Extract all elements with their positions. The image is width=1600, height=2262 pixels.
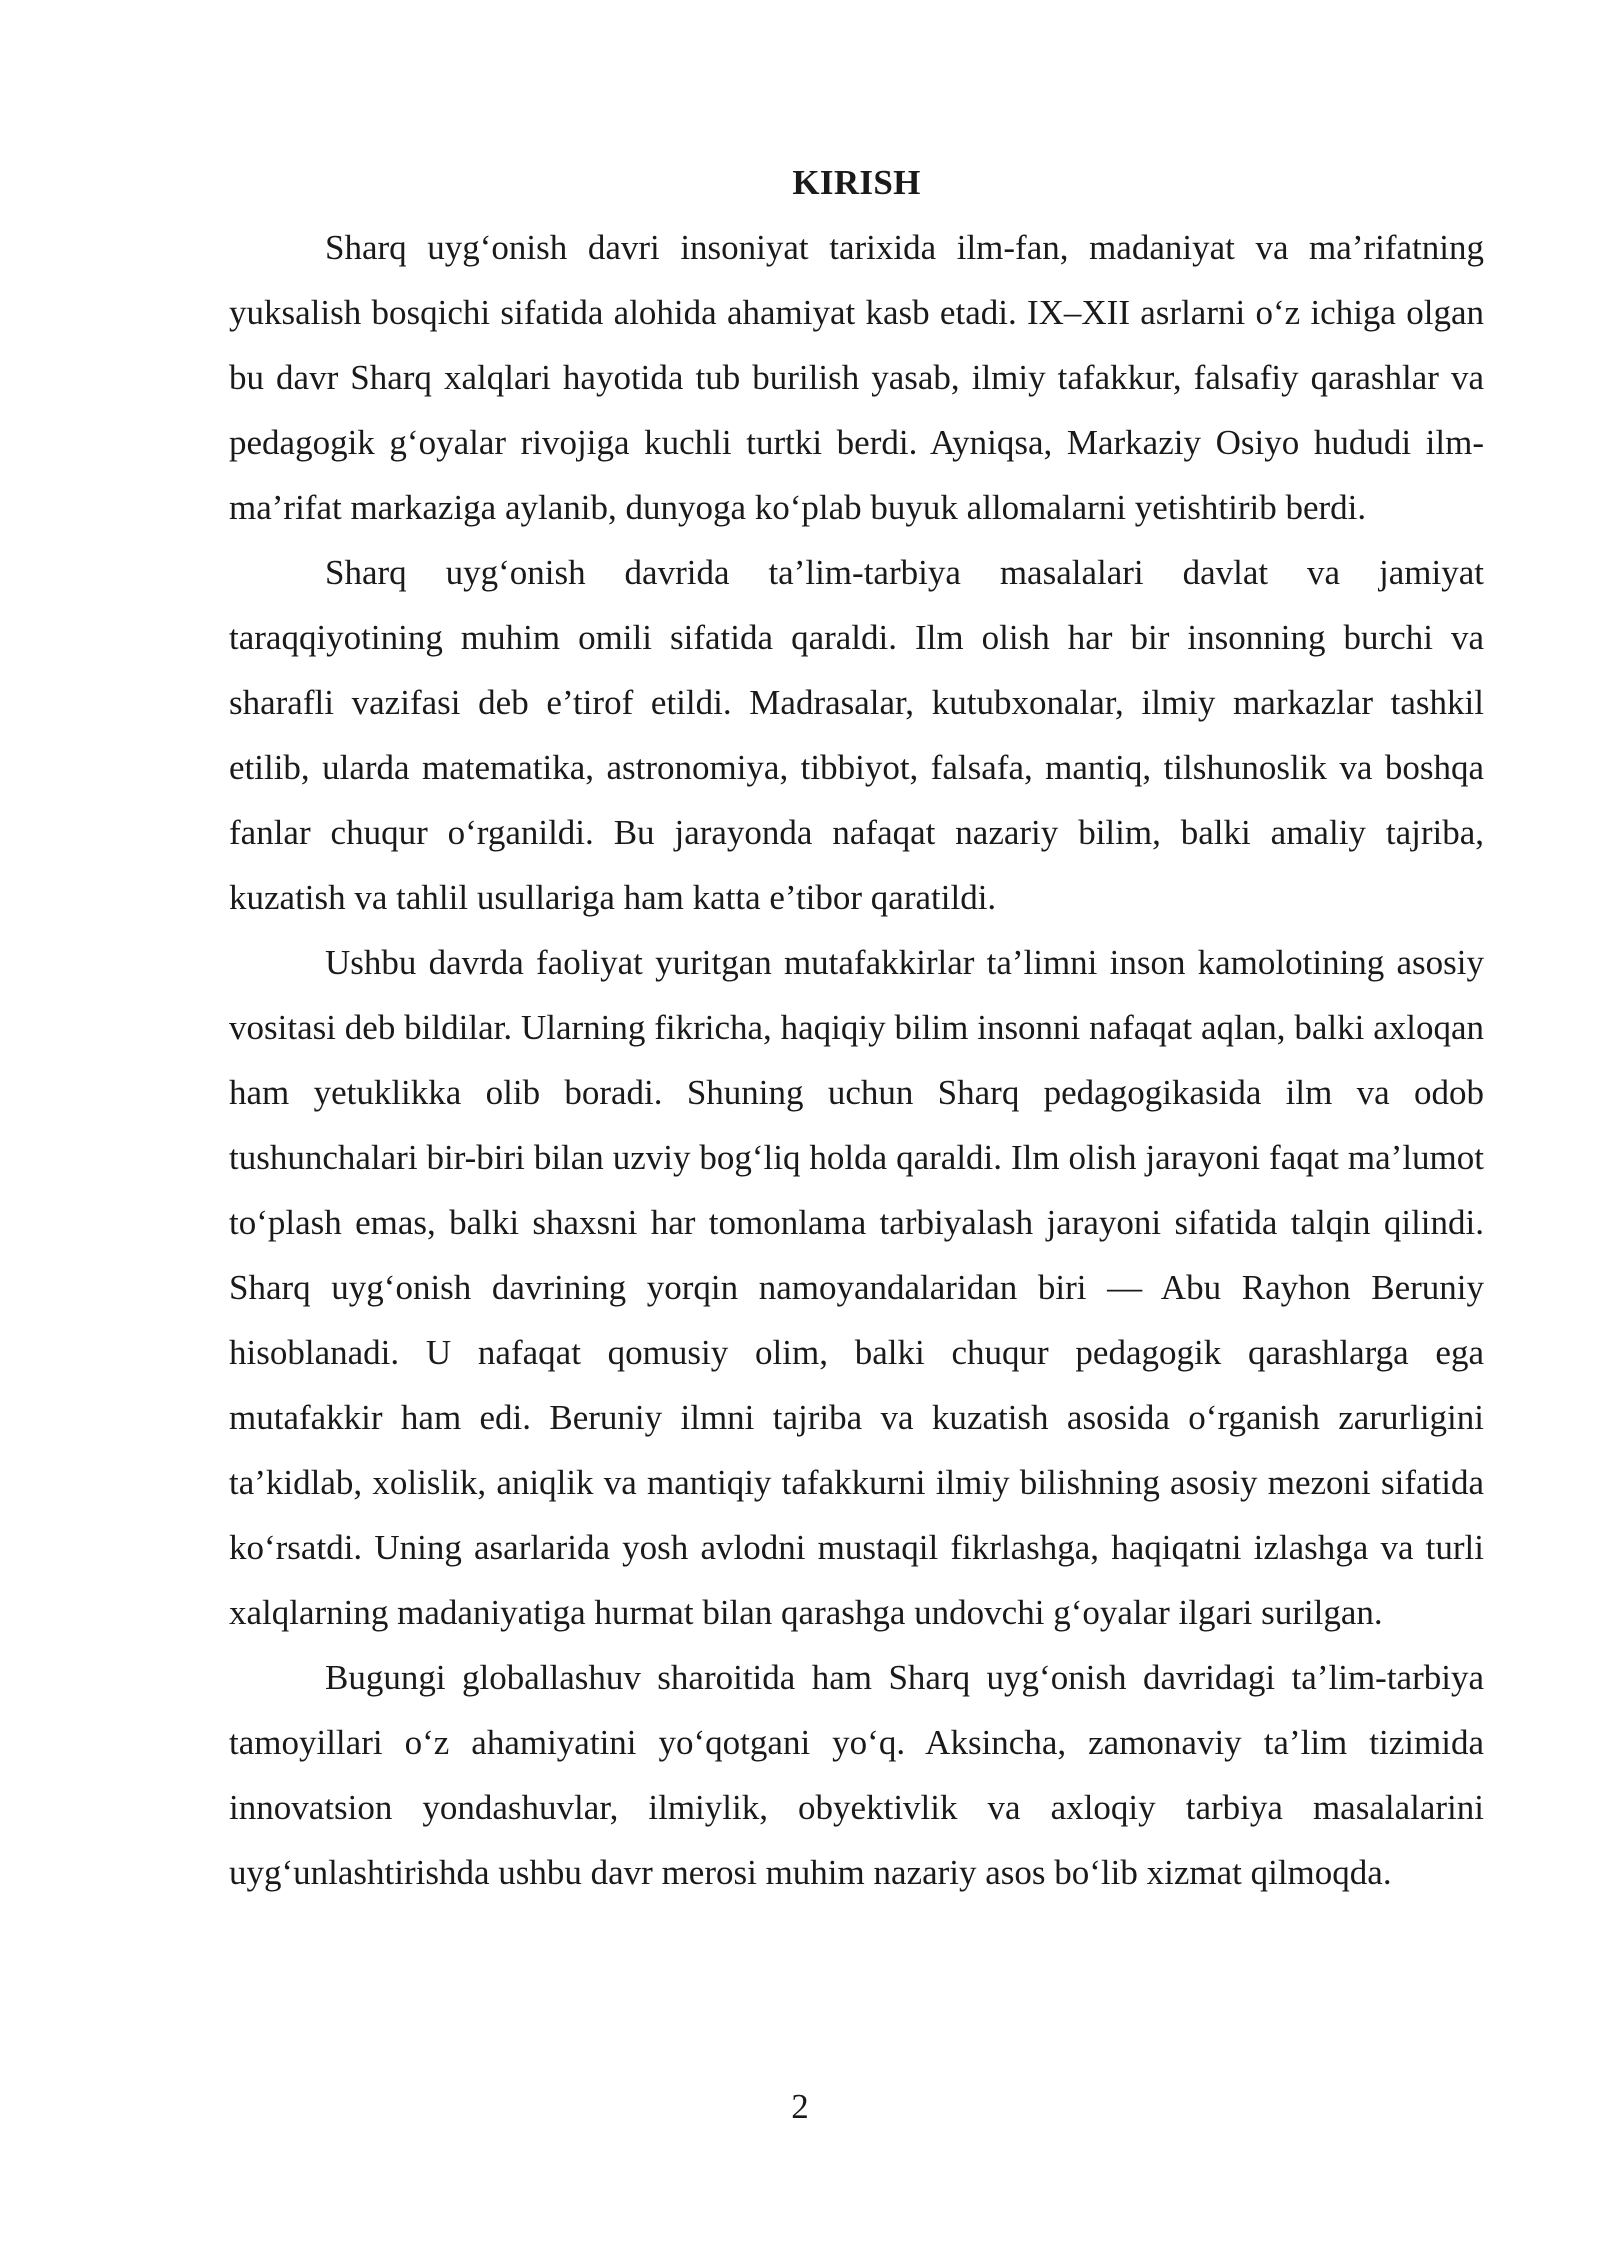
paragraph-1: Sharq uyg‘onish davri insoniyat tarixida ilm-fan, madaniyat va ma’rifatning yuksalish bosqichi sifatida alohida ahamiyat kasb etadi. IX–XII asrlarni o‘z ichiga olgan bu davr Sharq xalqlari hayotida tub burilish yasab, ilmiy tafakkur, falsafiy qarashlar va pedagogik g‘oyalar rivojiga kuchli turtki berdi. Ayniqsa, Markaziy Osiyo hududi ilm-ma’rifat markaziga aylanib, dunyoga ko‘plab buyuk allomalarni yetishtirib berdi. xyxy=(229,228,1484,527)
paragraph-4: Bugungi globallashuv sharoitida ham Sharq uyg‘onish davridagi ta’lim-tarbiya tamoyillari o‘z ahamiyatini yo‘qotgani yo‘q. Aksincha, zamonaviy ta’lim tizimida innovatsion yondashuvlar, ilmiylik, obyektivlik va axloqiy tarbiya masalalarini uyg‘unlashtirishda ushbu davr merosi muhim nazariy asos bo‘lib xizmat qilmoqda. xyxy=(229,1658,1484,1892)
paragraph-3: Ushbu davrda faoliyat yuritgan mutafakkirlar ta’limni inson kamolotining asosiy vositasi deb bildilar. Ularning fikricha, haqiqiy bilim insonni nafaqat aqlan, balki axloqan ham yetuklikka olib boradi. Shuning uchun Sharq pedagogikasida ilm va odob tushunchalari bir-biri bilan uzviy bog‘liq holda qaraldi. Ilm olish jarayoni faqat ma’lumot to‘plash emas, balki shaxsni har tomonlama tarbiyalash jarayoni sifatida talqin qilindi. Sharq uyg‘onish davrining yorqin namoyandalaridan biri — Abu Rayhon Beruniy hisoblanadi. U nafaqat qomusiy olim, balki chuqur pedagogik qarashlarga ega mutafakkir ham edi. Beruniy ilmni tajriba va kuzatish asosida o‘rganish zarurligini ta’kidlab, xolislik, aniqlik va mantiqiy tafakkurni ilmiy bilishning asosiy mezoni sifatida ko‘rsatdi. Uning asarlarida yosh avlodni mustaqil fikrlashga, haqiqatni izlashga va turli xalqlarning madaniyatiga hurmat bilan qarashga undovchi g‘oyalar ilgari surilgan. xyxy=(229,943,1484,1632)
paragraph-2: Sharq uyg‘onish davrida ta’lim-tarbiya masalalari davlat va jamiyat taraqqiyotining muhim omili sifatida qaraldi. Ilm olish har bir insonning burchi va sharafli vazifasi deb e’tirof etildi. Madrasalar, kutubxonalar, ilmiy markazlar tashkil etilib, ularda matematika, astronomiya, tibbiyot, falsafa, mantiq, tilshunoslik va boshqa fanlar chuqur o‘rganildi. Bu jarayonda nafaqat nazariy bilim, balki amaliy tajriba, kuzatish va tahlil usullariga ham katta e’tibor qaratildi. xyxy=(229,553,1484,917)
page-body xyxy=(229,150,1484,1905)
page-number: 2 xyxy=(791,2087,809,2126)
section-title: KIRISH xyxy=(792,163,921,202)
